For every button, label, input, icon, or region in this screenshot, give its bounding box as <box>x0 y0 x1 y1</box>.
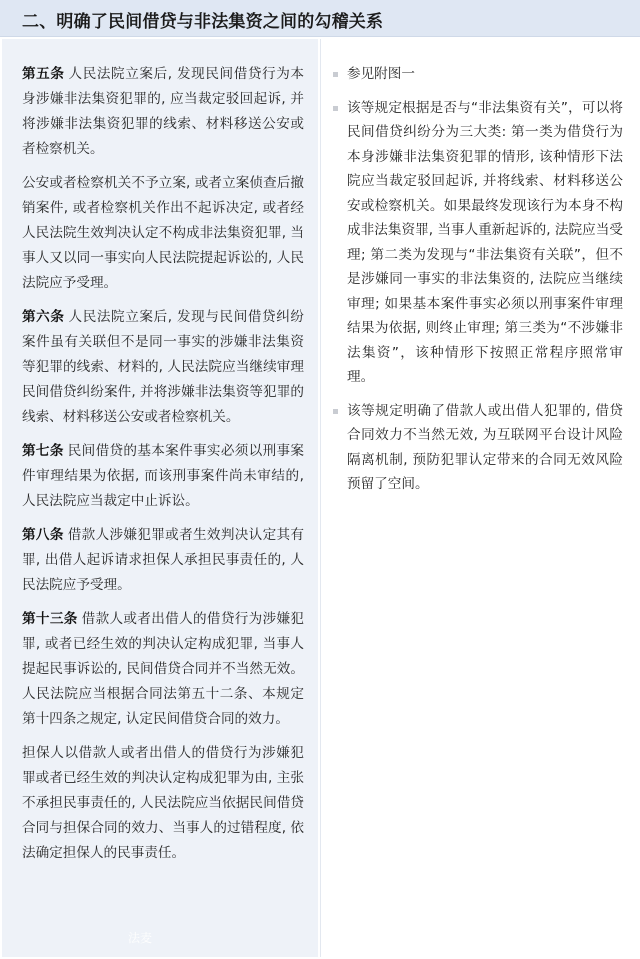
article-text: 公安或者检察机关不予立案, 或者立案侦查后撤销案件, 或者检察机关作出不起诉决定, 或者经人民法院生效判决认定不构成非法集资犯罪, 当事人又以同一事实向人民法院提起诉讼的, 人民法院应予受理。 <box>22 175 304 291</box>
article-paragraph <box>22 607 304 732</box>
article-paragraph <box>22 171 304 296</box>
commentary-bullet <box>333 399 623 497</box>
article-text: 民间借贷的基本案件事实必须以刑事案件审理结果为依据, 而该刑事案件尚未审结的, 人民法院应当裁定中止诉讼。 <box>22 443 305 509</box>
article-paragraph <box>22 741 304 866</box>
square-bullet-icon <box>333 409 338 414</box>
section-title: 二、明确了民间借贷与非法集资之间的勾稽关系 <box>22 12 384 32</box>
article-number: 第八条 <box>22 527 64 543</box>
commentary-bullet <box>333 62 623 87</box>
article-text: 借款人涉嫌犯罪或者生效判决认定其有罪, 出借人起诉请求担保人承担民事责任的, 人民法院应予受理。 <box>22 527 305 593</box>
article-text: 人民法院立案后, 发现民间借贷行为本身涉嫌非法集资犯罪的, 应当裁定驳回起诉, 并将涉嫌非法集资犯罪的线索、材料移送公安或者检察机关。 <box>22 66 304 157</box>
commentary-text: 参见附图一 <box>347 66 415 82</box>
commentary-text: 该等规定根据是否与“非法集资有关”，可以将民间借贷纠纷分为三大类: 第一类为借贷行为本身涉嫌非法集资犯罪的情形, 该种情形下法院应当裁定驳回起诉, 并将线索、材料移送公安或检察机关。如果最终发现该行为本身不构成非法集资罪, 当事人重新起诉的, 法院应当受理; 第二类为发现与“非法集资有关联”，但不是涉嫌同一事实的非法集资的, 法院应当继续审理; 如果基本案件事实必须以刑事案件审理结果为依据, 则终止审理; 第三类为“不涉嫌非法集资”，该种情形下按照正常程序照常审理。 <box>347 99 623 385</box>
commentary-text: 该等规定明确了借款人或出借人犯罪的, 借贷合同效力不当然无效, 为互联网平台设计风险隔离机制, 预防犯罪认定带来的合同无效风险预留了空间。 <box>347 402 623 492</box>
regulation-text-column <box>22 62 304 875</box>
article-number: 第五条 <box>22 66 65 82</box>
article-paragraph <box>22 305 304 430</box>
article-number: 第六条 <box>22 309 65 325</box>
commentary-column <box>333 62 623 506</box>
section-header <box>0 0 640 37</box>
article-number: 第十三条 <box>22 611 78 627</box>
square-bullet-icon <box>333 106 338 111</box>
commentary-bullet <box>333 96 623 390</box>
square-bullet-icon <box>333 72 338 77</box>
watermark-text: 法麦 <box>128 931 153 945</box>
article-number: 第七条 <box>22 443 64 459</box>
article-text: 人民法院立案后, 发现与民间借贷纠纷案件虽有关联但不是同一事实的涉嫌非法集资等犯罪的线索、材料的, 人民法院应当继续审理民间借贷纠纷案件, 并将涉嫌非法集资等犯罪的线索、材料移送公安或者检察机关。 <box>22 309 304 425</box>
article-text: 借款人或者出借人的借贷行为涉嫌犯罪, 或者已经生效的判决认定构成犯罪, 当事人提起民事诉讼的, 民间借贷合同并不当然无效。人民法院应当根据合同法第五十二条、本规定第十四条之规定, 认定民间借贷合同的效力。 <box>22 611 305 727</box>
article-text: 担保人以借款人或者出借人的借贷行为涉嫌犯罪或者已经生效的判决认定构成犯罪为由, 主张不承担民事责任的, 人民法院应当依据民间借贷合同与担保合同的效力、当事人的过错程度, 依法确定担保人的民事责任。 <box>22 745 304 861</box>
article-paragraph <box>22 439 304 514</box>
article-paragraph <box>22 62 304 162</box>
article-paragraph <box>22 523 304 598</box>
